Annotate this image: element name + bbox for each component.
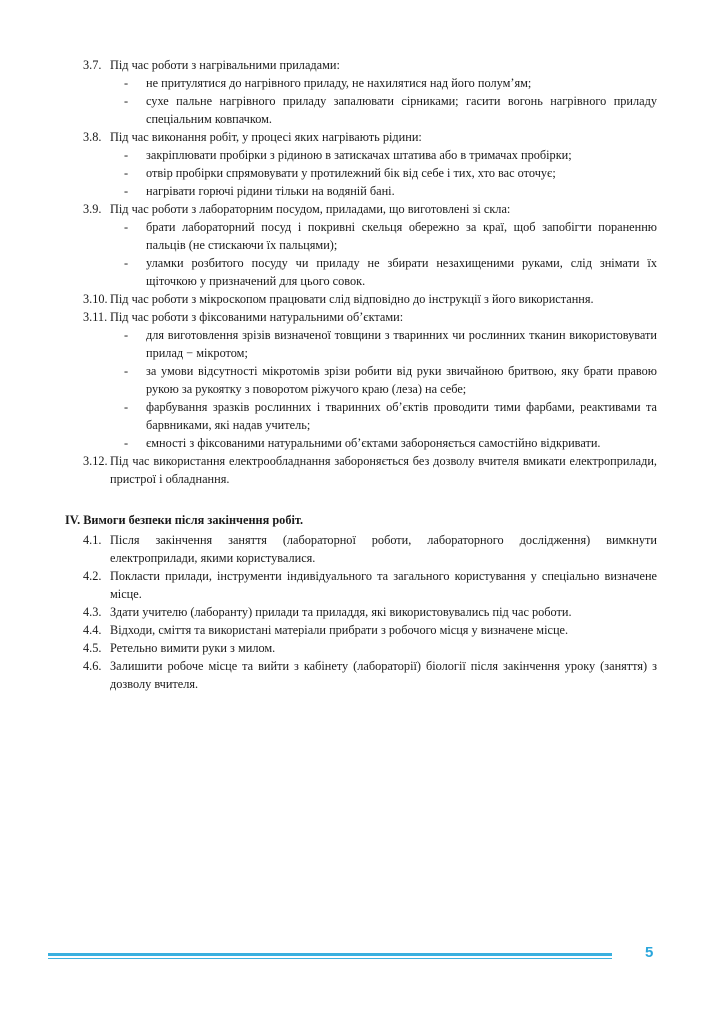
- bullet-dash: -: [124, 220, 129, 234]
- item-text: Під час роботи з лабораторним посудом, приладами, що виготовлені зі скла:: [110, 202, 511, 216]
- numbered-item: [0, 452, 725, 488]
- bullet-text: фарбування зразків рослинних і тваринних об’єктів проводити тими фарбами, реактивами та барвниками, які надав учитель;: [146, 400, 657, 432]
- bullet-dash: -: [124, 184, 129, 198]
- bullet-dash: -: [124, 148, 129, 162]
- numbered-item: [0, 603, 725, 621]
- footer-rule-thick: [48, 953, 612, 956]
- bullet-dash: -: [124, 256, 129, 270]
- item-text: Під час роботи з нагрівальними приладами:: [110, 58, 340, 72]
- bullet-item: [0, 362, 725, 398]
- bullet-item: [0, 146, 725, 164]
- bullet-text: за умови відсутності мікротомів зрізи робити від руки звичайною бритвою, яку брати правою рукою за рукоятку з поворотом ріжучого краю (леза) на себе;: [146, 364, 657, 396]
- page-number: 5: [645, 944, 654, 961]
- numbered-item: [0, 200, 725, 218]
- numbered-item: [0, 657, 725, 693]
- item-number: 4.6.: [83, 659, 102, 673]
- bullet-dash: -: [124, 328, 129, 342]
- bullet-text: уламки розбитого посуду чи приладу не збирати незахищеними руками, слід знімати їх щіточкою у призначений для цього совок.: [146, 256, 657, 288]
- item-text: Під час використання електрообладнання забороняється без дозволу вчителя вмикати електроприлади, пристрої і обладнання.: [110, 454, 657, 486]
- numbered-item: [0, 639, 725, 657]
- bullet-dash: -: [124, 400, 129, 414]
- item-text: Покласти прилади, інструменти індивідуального та загального користування у спеціально визначене місце.: [110, 569, 657, 601]
- bullet-item: [0, 326, 725, 362]
- bullet-text: закріплювати пробірки з рідиною в затискачах штатива або в тримачах пробірки;: [146, 148, 572, 162]
- bullet-item: [0, 398, 725, 434]
- bullet-text: нагрівати горючі рідини тільки на водяній бані.: [146, 184, 395, 198]
- bullet-item: [0, 92, 725, 128]
- numbered-item: [0, 531, 725, 567]
- item-number: 3.10.: [83, 292, 108, 306]
- footer-rule-thin: [48, 958, 612, 959]
- item-number: 4.5.: [83, 641, 102, 655]
- bullet-item: [0, 434, 725, 452]
- bullet-item: [0, 182, 725, 200]
- item-number: 3.9.: [83, 202, 102, 216]
- item-text: Під час виконання робіт, у процесі яких нагрівають рідини:: [110, 130, 422, 144]
- item-text: Під час роботи з фіксованими натуральними об’єктами:: [110, 310, 404, 324]
- bullet-item: [0, 218, 725, 254]
- item-number: 4.2.: [83, 569, 102, 583]
- item-number: 4.1.: [83, 533, 102, 547]
- bullet-dash: -: [124, 364, 129, 378]
- item-text: Здати учителю (лаборанту) прилади та приладдя, які використовувались під час роботи.: [110, 605, 572, 619]
- section-3-list: [0, 56, 725, 488]
- bullet-item: [0, 164, 725, 182]
- bullet-dash: -: [124, 166, 129, 180]
- bullet-dash: -: [124, 436, 129, 450]
- document-body: [0, 56, 725, 693]
- numbered-item: [0, 128, 725, 146]
- item-text: Під час роботи з мікроскопом працювати слід відповідно до інструкції з його використання.: [110, 292, 594, 306]
- bullet-dash: -: [124, 76, 129, 90]
- item-number: 3.11.: [83, 310, 108, 324]
- item-text: Відходи, сміття та використані матеріали прибрати з робочого місця у визначене місце.: [110, 623, 569, 637]
- item-number: 3.12.: [83, 454, 108, 468]
- bullet-text: брати лабораторний посуд і покривні скельця обережно за краї, щоб запобігти пораненню пальців (не стискаючи їх пальцями);: [146, 220, 657, 252]
- item-number: 4.3.: [83, 605, 102, 619]
- item-text: Після закінчення заняття (лабораторної роботи, лабораторного дослідження) вимкнути електроприлади, якими користувалися.: [110, 533, 657, 565]
- numbered-item: [0, 308, 725, 326]
- bullet-item: [0, 74, 725, 92]
- bullet-text: не притулятися до нагрівного приладу, не нахилятися над його полум’ям;: [146, 76, 532, 90]
- section-4-list: [0, 531, 725, 693]
- item-number: 3.7.: [83, 58, 102, 72]
- numbered-item: [0, 56, 725, 74]
- item-text: Залишити робоче місце та вийти з кабінету (лабораторії) біології після закінчення уроку (заняття) з дозволу вчителя.: [110, 659, 657, 691]
- section-4-heading: IV. Вимоги безпеки після закінчення робіт.: [65, 513, 304, 527]
- item-number: 3.8.: [83, 130, 102, 144]
- bullet-text: сухе пальне нагрівного приладу запалювати сірниками; гасити вогонь нагрівного приладу спеціальним ковпачком.: [146, 94, 657, 126]
- bullet-text: отвір пробірки спрямовувати у протилежний бік від себе і тих, хто вас оточує;: [146, 166, 556, 180]
- numbered-item: [0, 290, 725, 308]
- item-text: Ретельно вимити руки з милом.: [110, 641, 276, 655]
- bullet-text: для виготовлення зрізів визначеної товщини з тваринних чи рослинних тканин використовувати прилад − мікротом;: [146, 328, 657, 360]
- item-number: 4.4.: [83, 623, 102, 637]
- bullet-item: [0, 254, 725, 290]
- bullet-text: ємності з фіксованими натуральними об’єктами забороняється самостійно відкривати.: [146, 436, 601, 450]
- numbered-item: [0, 567, 725, 603]
- numbered-item: [0, 621, 725, 639]
- bullet-dash: -: [124, 94, 129, 108]
